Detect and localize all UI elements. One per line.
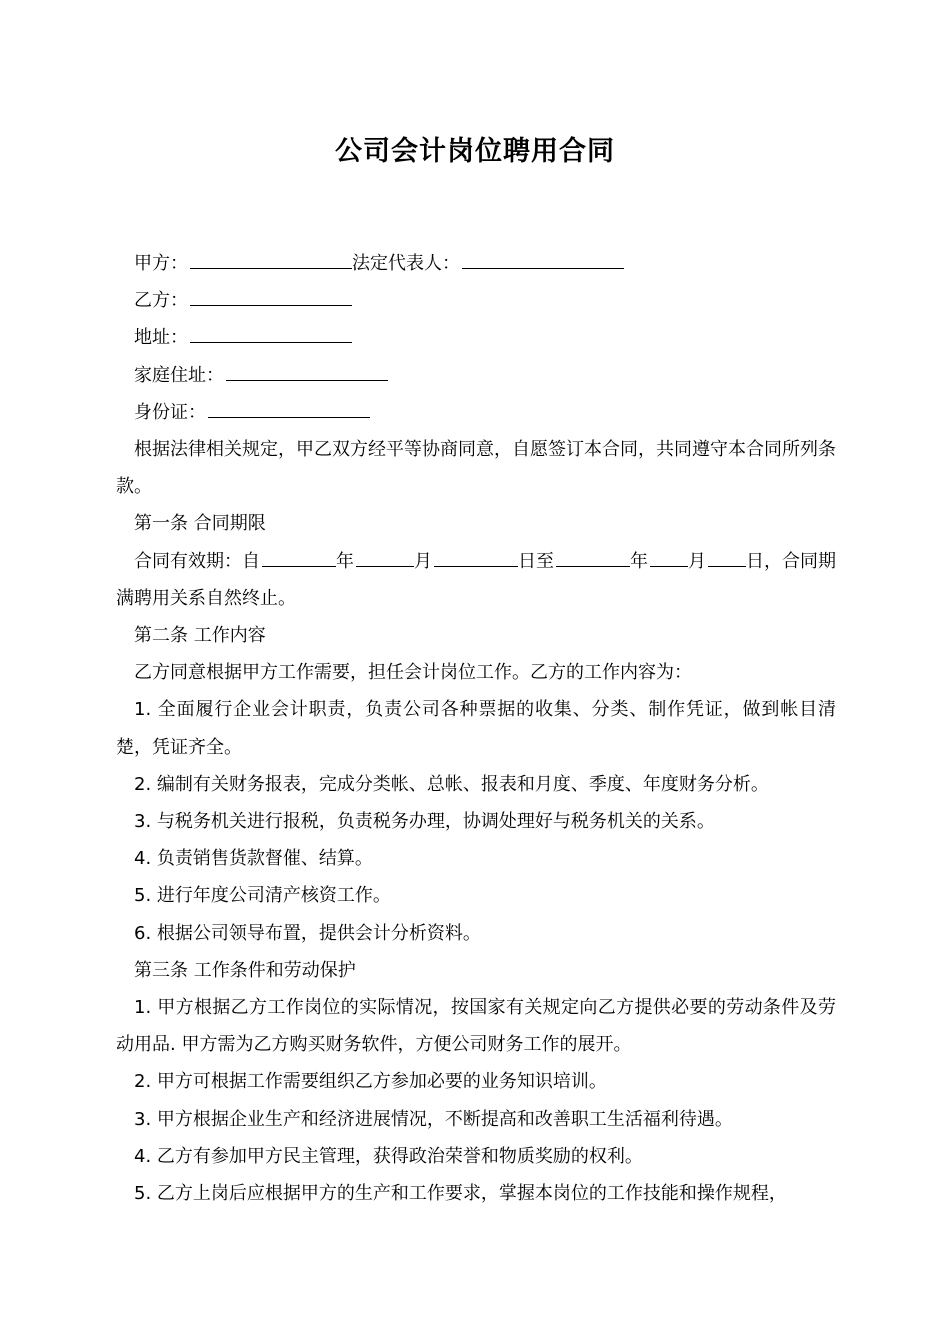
legal-rep-blank[interactable] [462, 246, 624, 269]
address-blank[interactable] [190, 320, 352, 343]
article3-item-3: 3. 甲方根据企业生产和经济进展情况，不断提高和改善职工生活福利待遇。 [134, 1108, 733, 1130]
article2-item-6: 6. 根据公司领导布置，提供会计分析资料。 [134, 922, 481, 944]
year-label-1: 年 [336, 550, 354, 572]
start-year-blank[interactable] [262, 544, 336, 567]
document-body [116, 245, 836, 1212]
article2-item-3: 3. 与税务机关进行报税，负责税务办理，协调处理好与税务机关的关系。 [134, 811, 715, 833]
party-a-label: 甲方： [134, 253, 188, 274]
article2-item-4: 4. 负责销售货款督催、结算。 [134, 848, 373, 870]
party-b-label: 乙方： [134, 290, 188, 312]
validity-prefix: 合同有效期：自 [134, 550, 260, 572]
day-to-label: 日至 [518, 550, 554, 572]
id-card-blank[interactable] [208, 395, 370, 418]
id-card-label: 身份证： [134, 401, 206, 423]
end-year-blank[interactable] [556, 544, 630, 567]
article2-heading: 第二条 工作内容 [134, 625, 266, 647]
legal-rep-label: 法定代表人： [352, 253, 460, 274]
article3-item-4: 4. 乙方有参加甲方民主管理，获得政治荣誉和物质奖励的权利。 [134, 1145, 643, 1167]
article3-item-1: 1. 甲方根据乙方工作岗位的实际情况，按国家有关规定向乙方提供必要的劳动条件及劳动用品. 甲方需为乙方购买财务软件，方便公司财务工作的展开。 [116, 997, 836, 1056]
year-label-2: 年 [630, 550, 648, 572]
id-card-line [116, 394, 836, 431]
article3-item-5: 5. 乙方上岗后应根据甲方的生产和工作要求，掌握本岗位的工作技能和操作规程， [134, 1183, 787, 1205]
address-line [116, 319, 836, 356]
month-label-1: 月 [414, 550, 432, 572]
intro-paragraph: 根据法律相关规定，甲乙双方经平等协商同意，自愿签订本合同，共同遵守本合同所列条款。 [116, 439, 836, 498]
validity-paragraph [116, 543, 836, 617]
article3-item-2: 2. 甲方可根据工作需要组织乙方参加必要的业务知识培训。 [134, 1071, 607, 1093]
document-title: 公司会计岗位聘用合同 [335, 136, 615, 167]
party-a-line [116, 245, 836, 282]
day-end-label: 日，合同期满聘用关系自然终止。 [116, 550, 836, 609]
home-address-line [116, 357, 836, 394]
home-address-blank[interactable] [226, 358, 388, 381]
start-day-blank[interactable] [434, 544, 518, 567]
end-day-blank[interactable] [708, 544, 746, 567]
article3-heading: 第三条 工作条件和劳动保护 [134, 959, 356, 981]
article2-item-2: 2. 编制有关财务报表，完成分类帐、总帐、报表和月度、季度、年度财务分析。 [134, 773, 769, 795]
article2-item-1: 1. 全面履行企业会计职责，负责公司各种票据的收集、分类、制作凭证，做到帐目清楚，凭证齐全。 [116, 699, 836, 758]
start-month-blank[interactable] [356, 544, 414, 567]
month-label-2: 月 [688, 550, 706, 572]
end-month-blank[interactable] [650, 544, 688, 567]
party-b-blank[interactable] [190, 283, 352, 306]
party-b-line [116, 282, 836, 319]
party-a-blank[interactable] [190, 246, 352, 269]
article2-intro: 乙方同意根据甲方工作需要，担任会计岗位工作。乙方的工作内容为： [134, 662, 692, 684]
home-address-label: 家庭住址： [134, 364, 224, 386]
article1-heading: 第一条 合同期限 [134, 513, 266, 535]
address-label: 地址： [134, 327, 188, 349]
article2-item-5: 5. 进行年度公司清产核资工作。 [134, 885, 391, 907]
